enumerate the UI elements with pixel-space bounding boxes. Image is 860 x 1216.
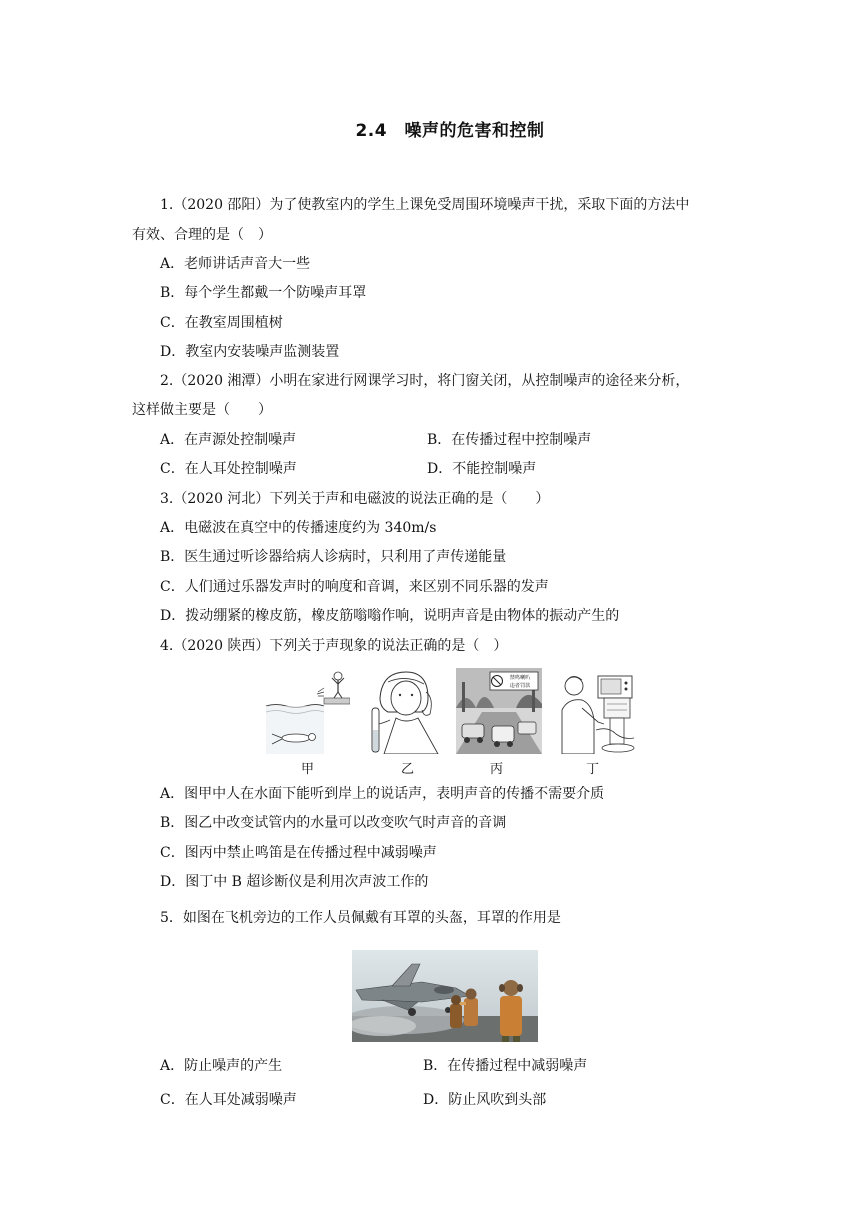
figure-caption-yi: 乙	[401, 762, 415, 777]
no-horn-sign-line-1: 禁鸣喇叭	[509, 675, 531, 681]
question-5-option-a: A．防止噪声的产生	[160, 1058, 283, 1074]
question-4-option-d: D．图丁中 B 超诊断仪是利用次声波工作的	[160, 874, 429, 890]
figure-caption-jia: 甲	[301, 762, 315, 777]
figure-yi-girl-test-tube	[362, 668, 444, 754]
question-3-option-d: D．拨动绷紧的橡皮筋，橡皮筋嗡嗡作响，说明声音是由物体的振动产生的	[160, 608, 620, 624]
question-4-option-c: C．图丙中禁止鸣笛是在传播过程中减弱噪声	[160, 845, 437, 861]
question-1-stem-cont: 有效、合理的是（ ）	[132, 227, 272, 243]
question-1-option-a: A．老师讲话声音大一些	[160, 256, 311, 272]
figure-caption-ding: 丁	[586, 762, 600, 777]
question-3-option-c: C．人们通过乐器发声时的响度和音调，来区别不同乐器的发声	[160, 579, 549, 595]
question-2-option-a: A．在声源处控制噪声	[160, 432, 297, 448]
question-4-stem: 4.（2020 陕西）下列关于声现象的说法正确的是（ ）	[160, 638, 508, 654]
question-5-option-b: B．在传播过程中减弱噪声	[423, 1058, 588, 1074]
question-5-option-c: C．在人耳处减弱噪声	[160, 1092, 297, 1108]
question-3-stem: 3.（2020 河北）下列关于声和电磁波的说法正确的是（ ）	[160, 491, 550, 507]
no-horn-sign-line-2: 违者罚款	[509, 683, 531, 689]
question-2-option-d: D．不能控制噪声	[427, 461, 537, 477]
question-3-option-b: B．医生通过听诊器给病人诊病时，只利用了声传递能量	[160, 549, 507, 565]
figure-aircraft-carrier-crew	[352, 950, 538, 1042]
question-2-option-b: B．在传播过程中控制噪声	[427, 432, 592, 448]
question-2-stem: 2.（2020 湘潭）小明在家进行网课学习时，将门窗关闭，从控制噪声的途径来分析，	[160, 373, 690, 389]
question-3-option-a: A．电磁波在真空中的传播速度约为 340m/s	[160, 520, 437, 536]
figure-jia-swimmer	[266, 668, 350, 754]
question-2-option-c: C．在人耳处控制噪声	[160, 461, 297, 477]
question-4-option-a: A．图甲中人在水面下能听到岸上的说话声，表明声音的传播不需要介质	[160, 786, 605, 802]
question-1-option-b: B．每个学生都戴一个防噪声耳罩	[160, 285, 367, 301]
page-title: 2.4 噪声的危害和控制	[355, 121, 545, 141]
figure-bing-no-horn-street	[456, 668, 542, 754]
figure-ding-b-ultrasound	[558, 668, 638, 754]
question-2-stem-cont: 这样做主要是（ ）	[132, 402, 272, 418]
question-4-option-b: B．图乙中改变试管内的水量可以改变吹气时声音的音调	[160, 815, 507, 831]
question-5-stem: 5．如图在飞机旁边的工作人员佩戴有耳罩的头盔，耳罩的作用是	[160, 910, 561, 926]
figure-caption-bing: 丙	[490, 762, 504, 777]
question-4-figures	[266, 668, 638, 756]
question-1-option-c: C．在教室周围植树	[160, 315, 283, 331]
question-5-option-d: D．防止风吹到头部	[423, 1092, 547, 1108]
question-1-option-d: D．教室内安装噪声监测装置	[160, 344, 340, 360]
question-1-stem: 1.（2020 邵阳）为了使教室内的学生上课免受周围环境噪声干扰，采取下面的方法中	[160, 197, 690, 213]
